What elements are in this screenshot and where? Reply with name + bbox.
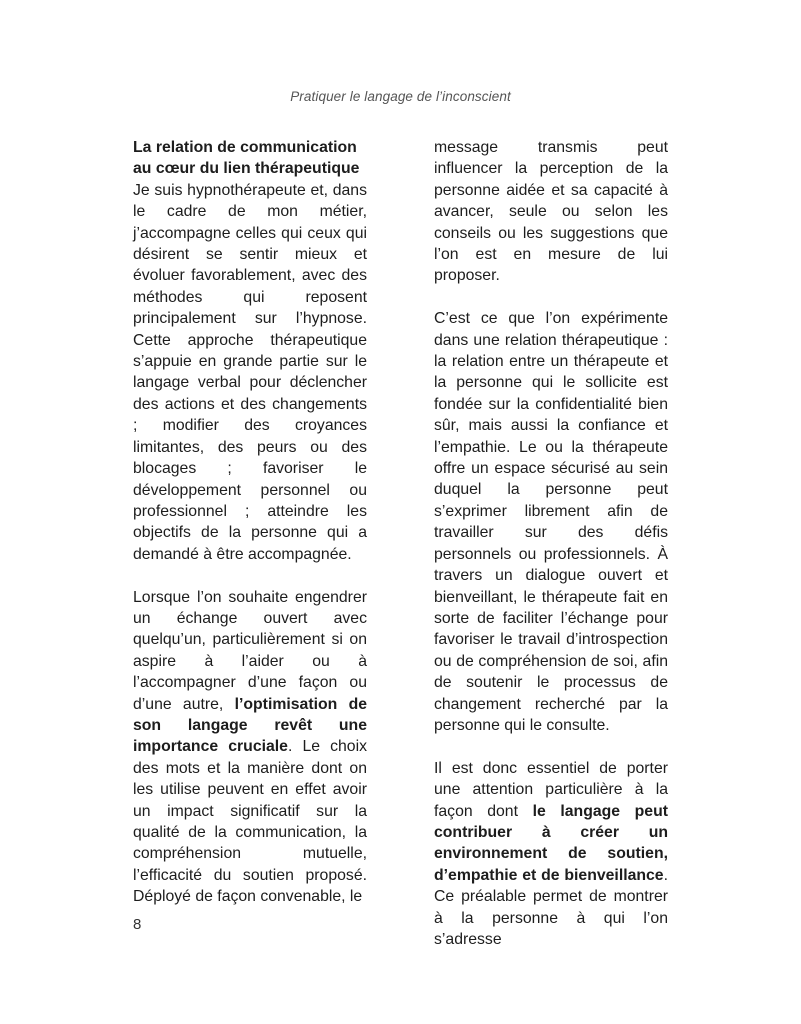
paragraph	[133, 587, 367, 908]
left-column	[133, 137, 367, 929]
paragraph-text: . Le choix des mots et la manière dont on les utilise peuvent en effet avoir un impact significatif sur la qualité de la communication, la compréhension mutuelle, l’efficacité du soutien proposé. Déployé de façon convenable, le	[133, 738, 367, 906]
bold-emphasis: le langage peut contribuer à créer un environnement de soutien, d’empathie et de bienveillance	[434, 802, 668, 884]
section-heading: La relation de communication au cœur du lien thérapeutique	[133, 139, 360, 178]
paragraph	[434, 758, 668, 951]
paragraph: C’est ce que l’on expérimente dans une relation thérapeutique : la relation entre un thérapeute et la personne qui le sollicite est fondée sur la confidentialité bien sûr, mais aussi la confiance et l’empathie. Le ou la thérapeute offre un espace sécurisé au sein duquel la personne peut s’exprimer librement afin de travailler sur des défis personnels ou professionnels. À travers un dialogue ouvert et bienveillant, le thérapeute fait en sorte de faciliter l’échange pour favoriser le travail d’introspection ou de compréhension de soi, afin de soutenir le processus de changement recherché par la personne qui le consulte.	[434, 310, 668, 734]
right-column	[434, 137, 668, 972]
paragraph: Je suis hypnothérapeute et, dans le cadre de mon métier, j’accompagne celles qui ceux qui désirent se sentir mieux et évoluer favorablement, avec des méthodes qui reposent principalement sur l’hypnose. Cette approche thérapeutique s’appuie en grande partie sur le langage verbal pour déclencher des actions et des changements ; modifier des croyances limitantes, des peurs ou des blocages ; favoriser le développement personnel ou professionnel ; atteindre les objectifs de la personne qui a demandé à être accompagnée.	[133, 181, 367, 563]
paragraph: message transmis peut influencer la perception de la personne aidée et sa capacité à avancer, seule ou selon les conseils ou les suggestions que l’on est en mesure de lui proposer.	[434, 139, 668, 285]
bold-emphasis: l’optimisation de son langage revêt une importance cruciale	[133, 695, 367, 756]
paragraph-text: Il est donc essentiel de porter une attention particulière à la façon dont	[434, 759, 668, 820]
paragraph-text: . Ce préalable permet de montrer à la personne à qui l’on s’adresse	[434, 866, 668, 948]
running-header: Pratiquer le langage de l’inconscient	[290, 89, 511, 104]
paragraph-text: Lorsque l’on souhaite engendrer un échange ouvert avec quelqu’un, particulièrement si on aspire à l’aider ou à l’accompagner d’une façon ou d’une autre,	[133, 588, 367, 713]
page-number: 8	[133, 916, 142, 933]
